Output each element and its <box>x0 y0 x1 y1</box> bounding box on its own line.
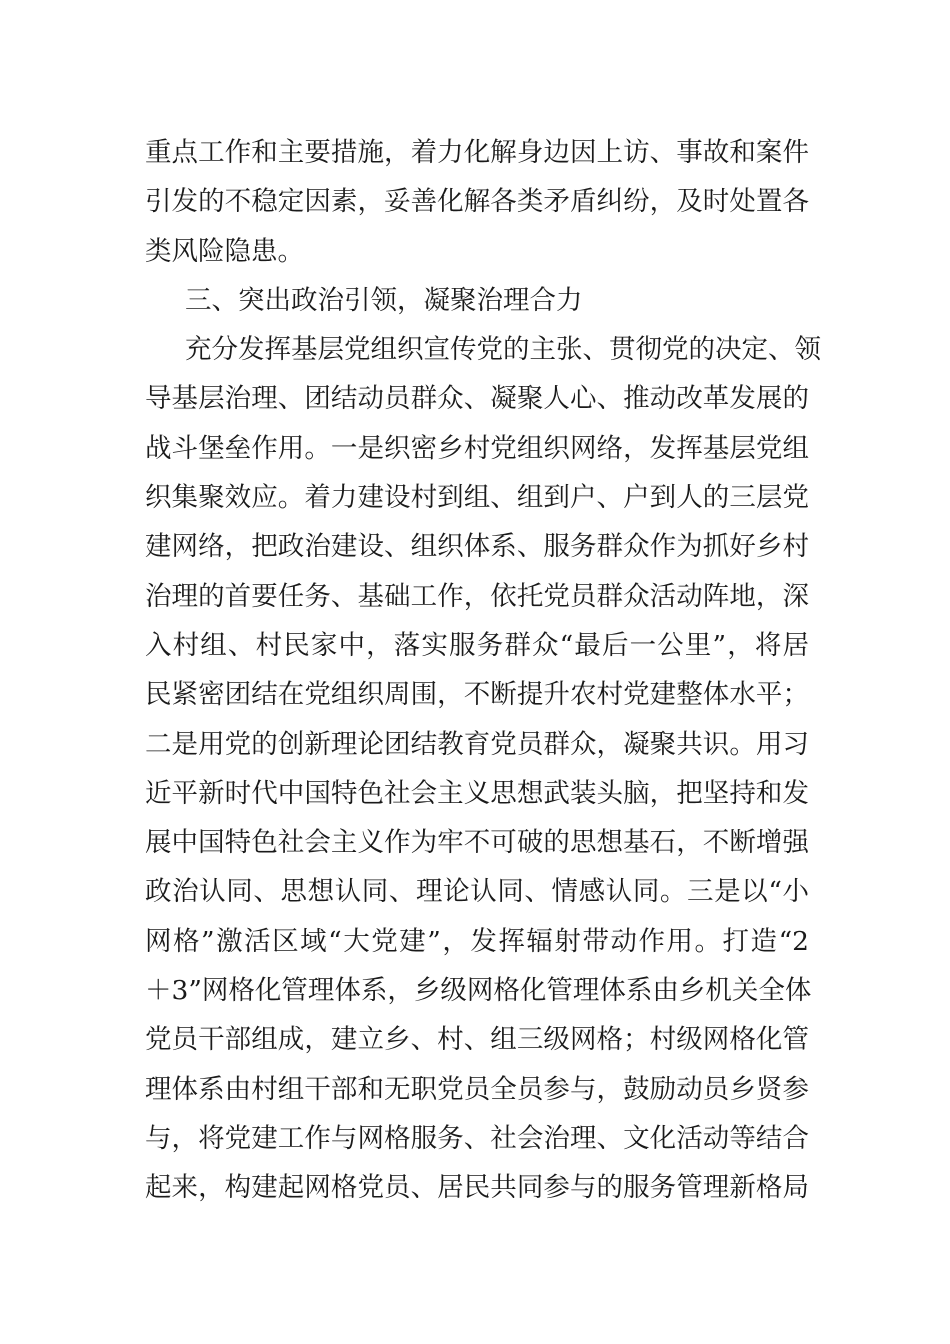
text-line: ＋3”网格化管理体系，乡级网格化管理体系由乡机关全体 <box>145 975 812 1007</box>
text-line: 与，将党建工作与网格服务、社会治理、文化活动等结合 <box>145 1122 809 1154</box>
text-line: 民紧密团结在党组织周围，不断提升农村党建整体水平； <box>145 679 809 711</box>
text-line: 理体系由村组干部和无职党员全员参与，鼓励动员乡贤参 <box>145 1073 809 1105</box>
text-line: 展中国特色社会主义作为牢不可破的思想基石，不断增强 <box>145 827 809 859</box>
text-line: 近平新时代中国特色社会主义思想武装头脑，把坚持和发 <box>145 777 809 809</box>
text-line: 重点工作和主要措施，着力化解身边因上访、事故和案件 <box>145 137 809 168</box>
text-line: 党员干部组成，建立乡、村、组三级网格；村级网格化管 <box>145 1024 809 1056</box>
text-line: 引发的不稳定因素，妥善化解各类矛盾纠纷，及时处置各 <box>145 186 809 218</box>
section-heading: 三、突出政治引领，凝聚治理合力 <box>185 284 583 316</box>
text-line: 充分发挥基层党组织宣传党的主张、贯彻党的决定、领 <box>185 334 821 366</box>
body-text <box>145 128 821 1213</box>
text-line: 政治认同、思想认同、理论认同、情感认同。三是以“小 <box>145 876 809 908</box>
text-line: 建网络，把政治建设、组织体系、服务群众作为抓好乡村 <box>145 531 809 563</box>
text-line: 战斗堡垒作用。一是织密乡村党组织网络，发挥基层党组 <box>145 432 809 464</box>
text-line: 织集聚效应。着力建设村到组、组到户、户到人的三层党 <box>145 482 809 514</box>
text-line: 起来，构建起网格党员、居民共同参与的服务管理新格局 <box>145 1172 809 1204</box>
text-line: 治理的首要任务、基础工作，依托党员群众活动阵地，深 <box>145 580 809 612</box>
text-line: 导基层治理、团结动员群众、凝聚人心、推动改革发展的 <box>145 383 809 415</box>
text-line: 类风险隐患。 <box>145 235 304 267</box>
text-line: 入村组、村民家中，落实服务群众“最后一公里”，将居 <box>145 629 809 661</box>
text-line: 网格”激活区域“大党建”，发挥辐射带动作用。打造“2 <box>145 925 809 957</box>
text-line: 二是用党的创新理论团结教育党员群众，凝聚共识。用习 <box>145 728 809 760</box>
